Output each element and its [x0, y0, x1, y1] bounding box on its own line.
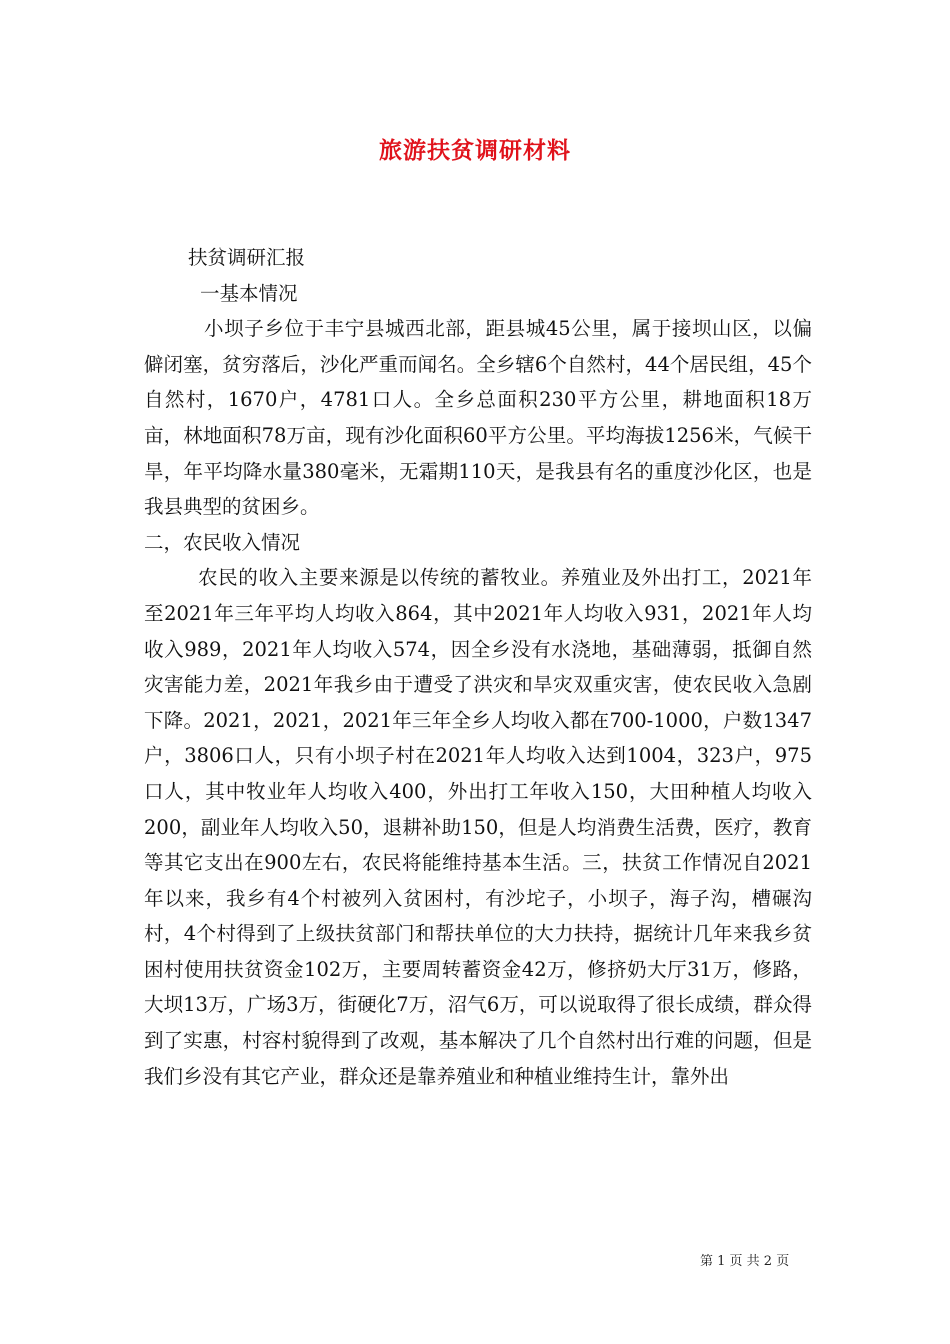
document-title: 旅游扶贫调研材料 [379, 137, 571, 164]
section-heading-basic-situation: 一基本情况 [200, 281, 298, 305]
paragraph-income: 农民的收入主要来源是以传统的蓄牧业。养殖业及外出打工，2021年至2021年三年平均人均收入864，其中2021年人均收入931，2021年人均收入989，2021年人均收入574，因全乡没有水浇地，基础薄弱，抵御自然灾害能力差，2021年我乡由于遭受了洪灾和旱灾双重灾害，使农民收入急剧下降。2021，2021，2021年三年全乡人均收入都在700-1000，户数1347户，3806口人，只有小坝子村在2021年人均收入达到1004，323户，975口人，其中牧业年人均收入400，外出打工年收入150，大田种植人均收入200，副业年人均收入50，退耕补助150，但是人均消费生活费，医疗，教育等其它支出在900左右，农民将能维持基本生活。三，扶贫工作情况自2021年以来，我乡有4个村被列入贫困村，有沙坨子，小坝子，海子沟，槽碾沟村，4个村得到了上级扶贫部门和帮扶单位的大力扶持，据统计几年来我乡贫困村使用扶贫资金102万，主要周转蓄资金42万，修挤奶大厅31万，修路，大坝13万，广场3万，街硬化7万，沼气6万，可以说取得了很长成绩，群众得到了实惠，村容村貌得到了改观，基本解决了几个自然村出行难的问题，但是我们乡没有其它产业，群众还是靠养殖业和种植业维持生计，靠外出 [144, 566, 812, 1088]
page-number: 第 1 页 共 2 页 [700, 1254, 790, 1269]
section-heading-income: 二，农民收入情况 [144, 530, 301, 554]
document-body [144, 240, 812, 1094]
paragraph-basic-situation: 小坝子乡位于丰宁县城西北部，距县城45公里，属于接坝山区，以偏僻闭塞，贫穷落后，沙化严重而闻名。全乡辖6个自然村，44个居民组，45个自然村，1670户，4781口人。全乡总面积230平方公里，耕地面积18万亩，林地面积78万亩，现有沙化面积60平方公里。平均海拔1256米，气候干旱，年平均降水量380毫米，无霜期110天，是我县有名的重度沙化区，也是我县典型的贫困乡。 [144, 317, 812, 519]
report-subtitle: 扶贫调研汇报 [188, 246, 306, 269]
